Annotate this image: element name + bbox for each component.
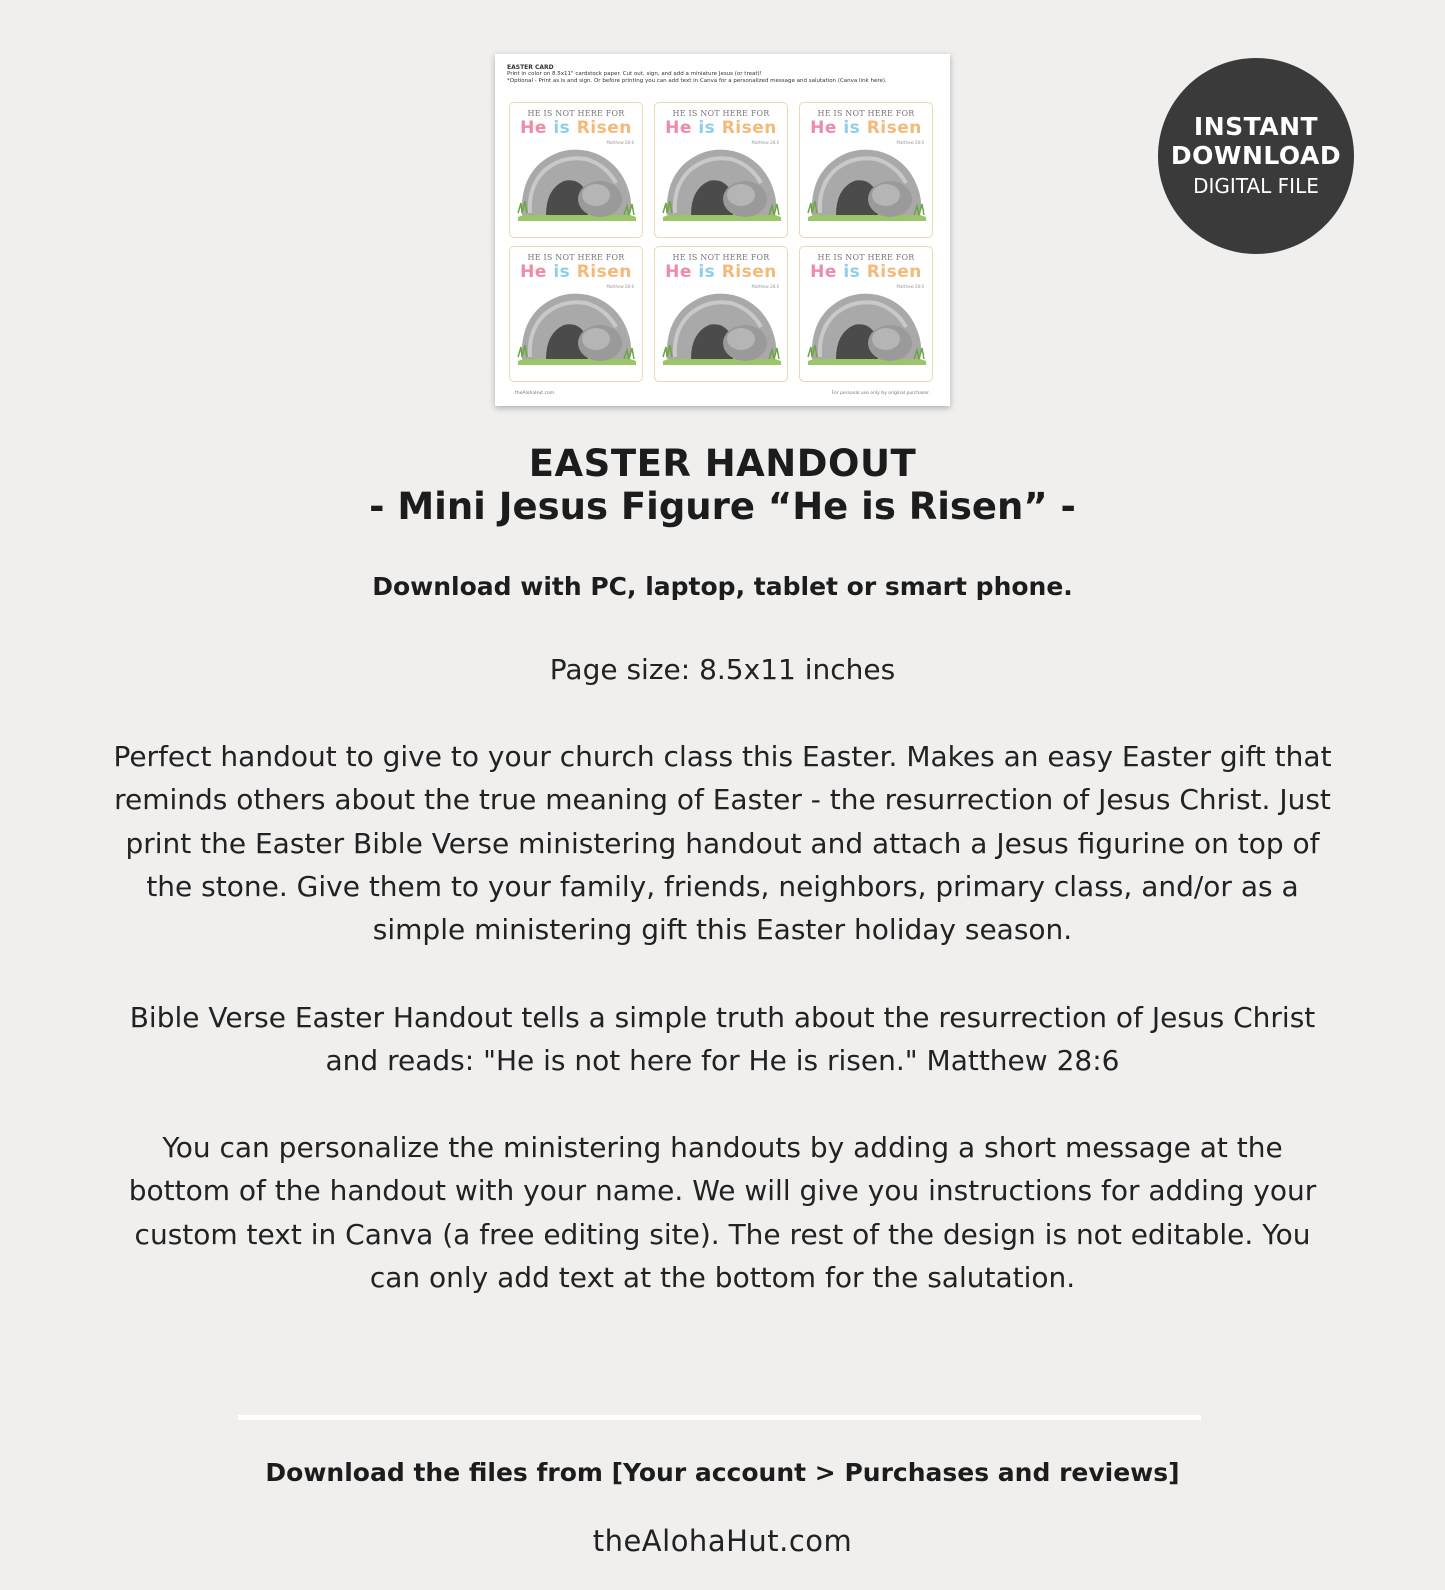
card-word: is — [843, 262, 861, 282]
card-he-is-risen — [800, 118, 932, 138]
card-word: He — [810, 118, 837, 138]
divider — [238, 1415, 1201, 1420]
personalize-paragraph: You can personalize the ministering handouts by adding a short message at the bottom of the handout with your name. We will give you instructions for adding your custom text in Canva (a free editing site). The rest of the design is not editable. You can only add text at the bottom for the salutation. — [128, 1131, 1317, 1294]
card-word: Risen — [866, 262, 922, 282]
card-word: Risen — [576, 118, 632, 138]
preview-card — [654, 246, 788, 382]
instant-download-badge — [1158, 58, 1354, 254]
card-reference: Matthew 28:6 — [606, 140, 634, 145]
card-word: Risen — [721, 118, 777, 138]
handout-preview-image — [495, 54, 950, 406]
card-verse-line: HE IS NOT HERE FOR — [527, 253, 625, 262]
card-word: He — [520, 262, 547, 282]
tomb-illustration — [516, 143, 638, 223]
tomb-illustration — [516, 287, 638, 367]
card-word: is — [553, 118, 571, 138]
card-word: Risen — [721, 262, 777, 282]
preview-footer-left: theAlohaHut.com — [515, 391, 555, 396]
card-word: is — [698, 262, 716, 282]
card-word: He — [665, 262, 692, 282]
site-name: theAlohaHut.com — [592, 1524, 853, 1558]
preview-card-grid — [509, 102, 933, 382]
card-verse-line: HE IS NOT HERE FOR — [817, 109, 915, 118]
page-size-text: Page size: 8.5x11 inches — [549, 653, 896, 686]
card-word: He — [810, 262, 837, 282]
card-word: is — [843, 118, 861, 138]
tomb-illustration — [806, 287, 928, 367]
preview-card — [799, 102, 933, 238]
card-word: Risen — [866, 118, 922, 138]
card-he-is-risen — [655, 118, 787, 138]
preview-footer — [515, 391, 930, 396]
card-verse-line: HE IS NOT HERE FOR — [527, 109, 625, 118]
preview-header-line: *Optional - Print as is and sign. Or before printing you can add text in Canva for a personalized message and salutation (Canva link here). — [507, 78, 887, 84]
card-he-is-risen — [800, 262, 932, 282]
badge-line-download: DOWNLOAD — [1170, 141, 1342, 170]
card-word: is — [553, 262, 571, 282]
page-subtitle: - Mini Jesus Figure “He is Risen” - — [369, 485, 1076, 528]
preview-card — [509, 246, 643, 382]
card-word: Risen — [576, 262, 632, 282]
description-paragraph: Perfect handout to give to your church class this Easter. Makes an easy Easter gift that reminds others about the true meaning of Easter - the resurrection of Jesus Christ. Just print the Easter Bible Verse ministering handout and attach a Jesus figurine on top of the stone. Give them to your family, friends, neighbors, primary class, and/or as a simple ministering gift this Easter holiday season. — [113, 740, 1332, 947]
card-he-is-risen — [510, 262, 642, 282]
tomb-illustration — [661, 287, 783, 367]
badge-line-digital-file: DIGITAL FILE — [1193, 174, 1319, 198]
card-he-is-risen — [510, 118, 642, 138]
card-reference: Matthew 28:6 — [896, 284, 924, 289]
card-verse-line: HE IS NOT HERE FOR — [672, 253, 770, 262]
download-devices-note: Download with PC, laptop, tablet or smart phone. — [372, 572, 1073, 601]
card-word: He — [665, 118, 692, 138]
card-verse-line: HE IS NOT HERE FOR — [672, 109, 770, 118]
card-reference: Matthew 28:6 — [751, 140, 779, 145]
download-instructions: Download the files from [Your account > Purchases and reviews] — [265, 1458, 1180, 1487]
preview-header — [507, 64, 938, 85]
page-title: EASTER HANDOUT — [528, 442, 917, 485]
tomb-illustration — [661, 143, 783, 223]
preview-card — [509, 102, 643, 238]
tomb-illustration — [806, 143, 928, 223]
card-word: is — [698, 118, 716, 138]
card-reference: Matthew 28:6 — [751, 284, 779, 289]
card-he-is-risen — [655, 262, 787, 282]
preview-header-title: EASTER CARD — [507, 64, 554, 71]
badge-line-instant: INSTANT — [1193, 112, 1319, 141]
card-reference: Matthew 28:6 — [896, 140, 924, 145]
verse-paragraph: Bible Verse Easter Handout tells a simple truth about the resurrection of Jesus Christ and reads: "He is not here for He is risen." Matthew 28:6 — [129, 1001, 1316, 1078]
card-verse-line: HE IS NOT HERE FOR — [817, 253, 915, 262]
preview-footer-right: For personal use only by original purchaser. — [831, 391, 930, 396]
preview-header-line: Print in color on 8.5x11" cardstock paper. Cut out, sign, and add a miniature Jesus (or treat)! — [507, 71, 762, 77]
preview-card — [654, 102, 788, 238]
card-reference: Matthew 28:6 — [606, 284, 634, 289]
card-word: He — [520, 118, 547, 138]
preview-card — [799, 246, 933, 382]
